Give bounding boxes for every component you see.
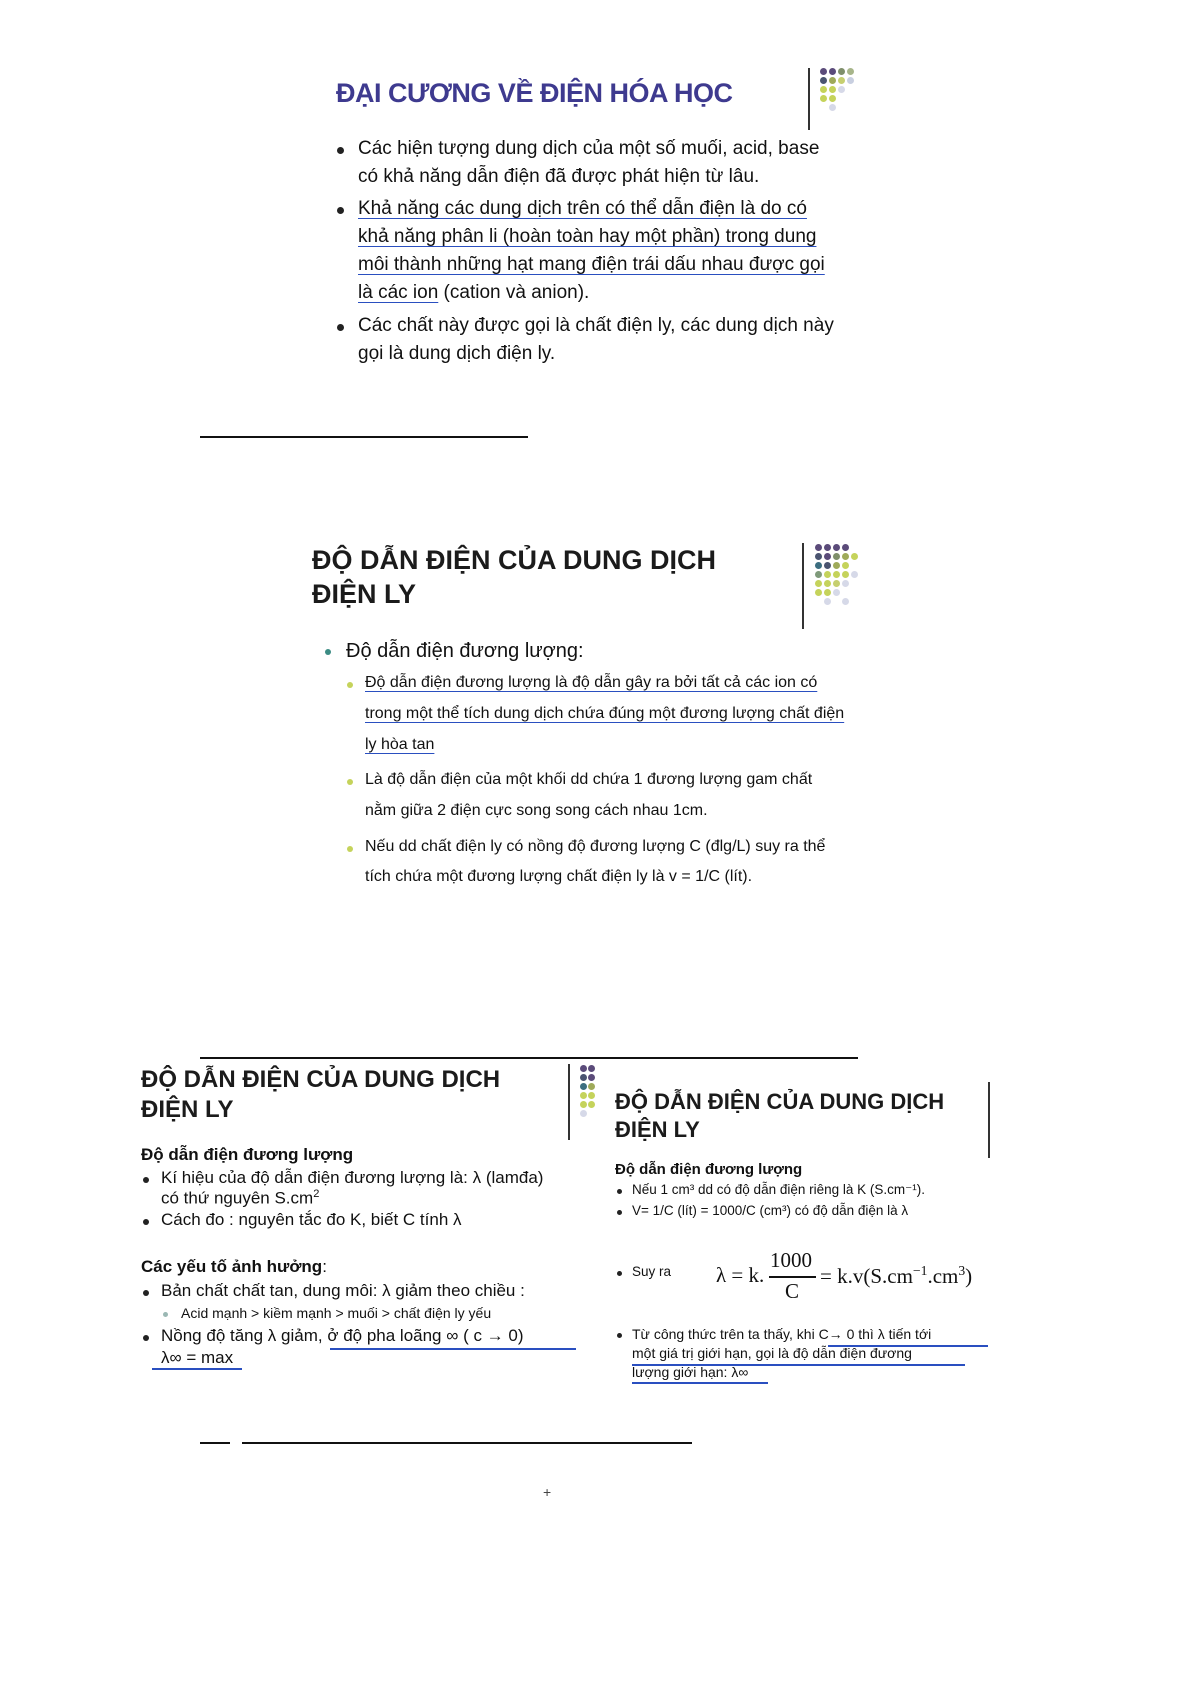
slide2-sub-2-line-1: Là độ dẫn điện của một khối dd chứa 1 đương lượng gam chất <box>365 771 813 788</box>
bullet-icon <box>325 649 331 655</box>
dilution-text: ở độ pha loãng ∞ ( c → 0) <box>327 1326 524 1345</box>
bullet-icon <box>143 1219 149 1225</box>
slide2-main-bullet: Độ dẫn điện đương lượng: <box>346 640 584 662</box>
limit-text: khi C→ 0 thì λ tiến tới <box>796 1326 932 1342</box>
slide1-bullet-3-line-2: gọi là dung dịch điện ly. <box>358 343 556 364</box>
title-divider <box>988 1082 990 1158</box>
slide3-section-1: Độ dẫn điện đương lượng <box>141 1145 354 1164</box>
slide3-bullet-3-sub: Acid mạnh > kiềm mạnh > muối > chất điện ly yếu <box>181 1305 492 1321</box>
slide2-sub-1-line-3: ly hòa tan <box>365 736 435 753</box>
formula-mid-text: .cm <box>927 1264 959 1288</box>
bullet-icon <box>337 207 344 214</box>
section-2-colon: : <box>322 1257 327 1276</box>
bullet-icon <box>617 1333 622 1338</box>
slide2-sub-3-line-2: tích chứa một đương lượng chất điện ly là v = 1/C (lít). <box>365 868 753 885</box>
slide3-bullet-3: Bản chất chất tan, dung môi: λ giảm theo chiều : <box>161 1281 525 1300</box>
bullet-icon <box>143 1335 149 1341</box>
slide2-sub-3-line-1: Nếu dd chất điện ly có nồng độ đương lượng C (đlg/L) suy ra thể <box>365 838 826 855</box>
separator-line <box>200 436 528 438</box>
bullet-icon <box>347 682 353 688</box>
concentration-text: Nồng độ tăng λ giảm, <box>161 1326 328 1345</box>
slide4-bullet-4-line-2: một giá trị giới hạn, gọi là độ dẫn điện đương <box>632 1345 912 1361</box>
formula-right <box>820 1263 972 1289</box>
slide4-bullet-1: Nếu 1 cm³ dd có độ dẫn điện riêng là K (S.cm⁻¹). <box>632 1182 926 1197</box>
fraction-bar <box>769 1276 816 1278</box>
slide3-title-line-2: ĐIỆN LY <box>141 1096 234 1123</box>
separator-line <box>242 1442 692 1444</box>
formula-right-text: = k.v(S.cm <box>820 1264 913 1288</box>
unit-text: có thứ nguyên S.cm <box>161 1188 314 1208</box>
slide4-bullet-2: V= 1/C (lít) = 1000/C (cm³) có độ dẫn điện là λ <box>632 1203 909 1218</box>
slide4-section: Độ dẫn điện đương lượng <box>615 1161 803 1178</box>
slide4-bullet-4-line-1 <box>632 1326 931 1342</box>
formula-numerator: 1000 <box>770 1248 812 1272</box>
bullet-icon <box>337 324 344 331</box>
slide4-bullet-4-line-3: lượng giới hạn: λ∞ <box>632 1364 749 1380</box>
title-divider <box>802 543 804 629</box>
separator-line <box>200 1057 858 1059</box>
ion-term: là các ion <box>358 282 439 303</box>
bullet-icon <box>617 1271 622 1276</box>
slide2-sub-2-line-2: nằm giữa 2 điện cực song song cách nhau 1cm. <box>365 802 708 819</box>
bullet-icon <box>347 846 353 852</box>
slide1-bullet-2-line-3: môi thành những hạt mang điện trái dấu nhau được gọi <box>358 254 825 275</box>
slide3-title-line-1: ĐỘ DẪN ĐIỆN CỦA DUNG DỊCH <box>141 1066 501 1093</box>
slide4-bullet-3-label: Suy ra <box>632 1264 672 1279</box>
slide2-sub-1-line-1: Độ dẫn điện đương lượng là độ dẫn gây ra bởi tất cả các ion có <box>365 674 818 691</box>
slide3-section-2 <box>141 1257 327 1277</box>
slide4-title-line-1: ĐỘ DẪN ĐIỆN CỦA DUNG DỊCH <box>615 1089 945 1114</box>
underline <box>632 1382 768 1384</box>
bullet-icon <box>163 1312 168 1317</box>
slide1-bullet-2-line-1: Khả năng các dung dịch trên có thể dẫn điện là do có <box>358 198 807 219</box>
section-2-label: Các yếu tố ảnh hưởng <box>141 1257 323 1276</box>
formula-end-text: ) <box>965 1264 973 1288</box>
bullet-icon <box>617 1210 622 1215</box>
page-footer-mark: + <box>543 1484 552 1500</box>
underline <box>152 1368 242 1370</box>
slide1-bullet-2-line-2: khả năng phân li (hoàn toàn hay một phần) trong dung <box>358 226 817 247</box>
unit-exponent: 2 <box>313 1188 320 1200</box>
separator-line <box>200 1442 230 1444</box>
slide3-bullet-4-line-2: λ∞ = max <box>161 1348 234 1367</box>
formula-exponent-1: −1 <box>912 1263 928 1278</box>
underline <box>330 1348 576 1350</box>
slide2-sub-1-line-2: trong một thể tích dung dịch chứa đúng một đương lượng chất điện <box>365 705 845 722</box>
slide3-bullet-1-line-1: Kí hiệu của độ dẫn điện đương lượng là: λ (lamđa) <box>161 1168 544 1187</box>
slide1-bullet-1-line-2: có khả năng dẫn điện đã được phát hiện từ lâu. <box>358 166 760 187</box>
bullet-icon <box>617 1189 622 1194</box>
ion-detail: (cation và anion). <box>438 282 590 303</box>
slide3-bullet-1-line-2 <box>161 1188 319 1209</box>
slide1-bullet-3-line-1: Các chất này được gọi là chất điện ly, các dung dịch này <box>358 315 834 336</box>
slide2-title-line-1: ĐỘ DẪN ĐIỆN CỦA DUNG DỊCH <box>312 545 716 575</box>
slide3-bullet-4-line-1 <box>161 1326 524 1346</box>
bullet-icon <box>143 1290 149 1296</box>
conclusion-text: Từ công thức trên ta thấy, <box>632 1326 797 1342</box>
slide1-bullet-1-line-1: Các hiện tượng dung dịch của một số muối, acid, base <box>358 138 820 159</box>
formula-denominator: C <box>785 1279 800 1303</box>
title-divider <box>808 68 810 130</box>
title-divider <box>568 1064 570 1140</box>
formula-exponent-2: 3 <box>958 1263 966 1278</box>
slide4-title-line-2: ĐIỆN LY <box>615 1117 700 1142</box>
slide3-bullet-2: Cách đo : nguyên tắc đo K, biết C tính λ <box>161 1210 462 1229</box>
bullet-icon <box>347 779 353 785</box>
slide1-title: ĐẠI CƯƠNG VỀ ĐIỆN HÓA HỌC <box>336 78 733 108</box>
bullet-icon <box>143 1177 149 1183</box>
formula-left: λ = k. <box>716 1263 765 1287</box>
slide2-title-line-2: ĐIỆN LY <box>312 579 417 609</box>
bullet-icon <box>337 147 344 154</box>
slide1-bullet-2-line-4 <box>358 282 589 304</box>
